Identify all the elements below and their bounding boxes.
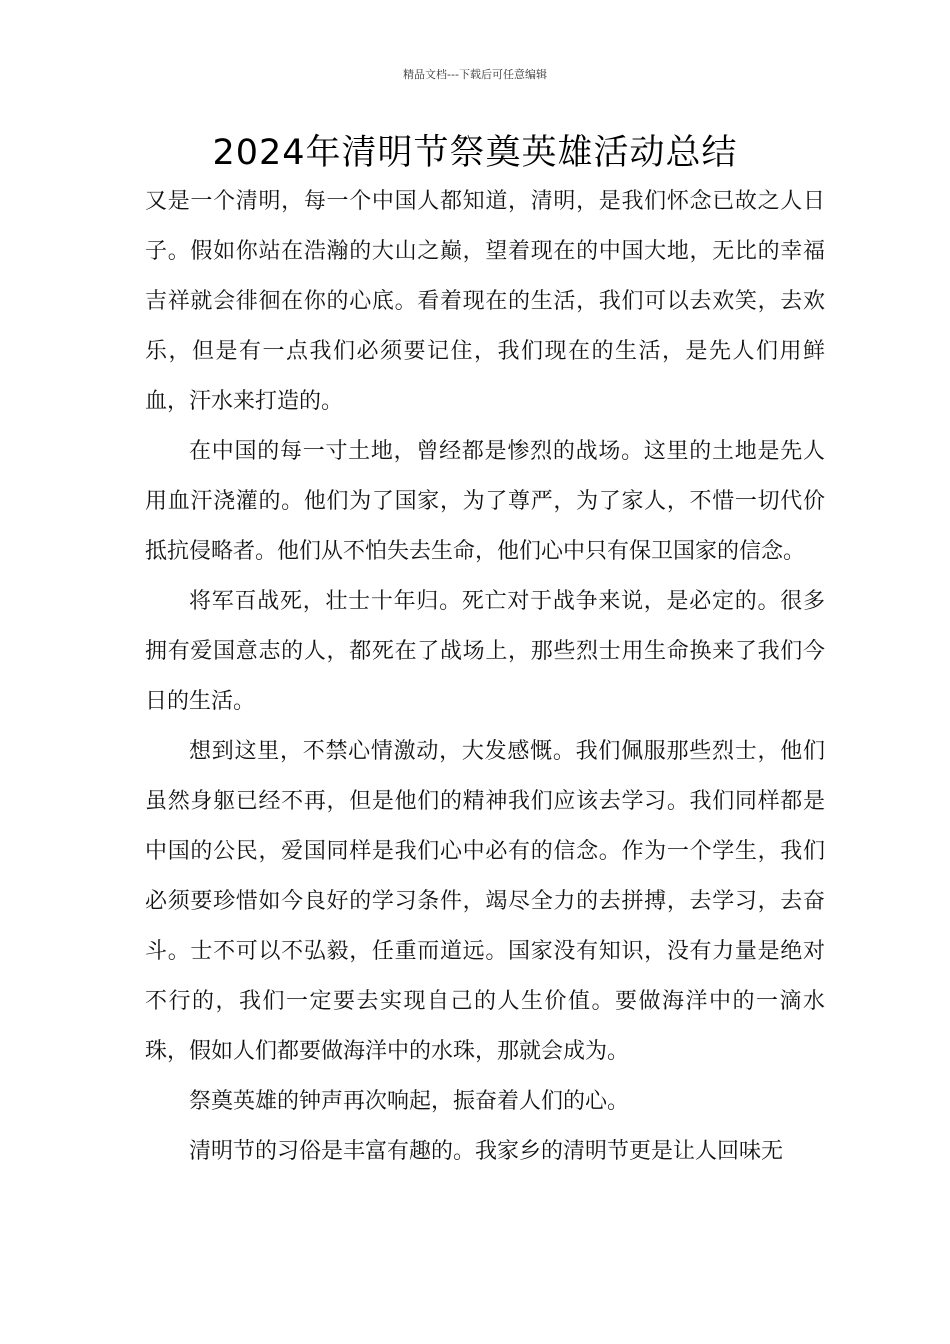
paragraph-6: 清明节的习俗是丰富有趣的。我家乡的清明节更是让人回味无 [189, 1139, 784, 1164]
document-title: 2024年清明节祭奠英雄活动总结 [212, 133, 738, 173]
paragraph-1: 又是一个清明，每一个中国人都知道，清明，是我们怀念已故之人日子。假如你站在浩瀚的大山之巅，望着现在的中国大地，无比的幸福吉祥就会徘徊在你的心底。看着现在的生活，我们可以去欢笑，去欢乐，但是有一点我们必须要记住，我们现在的生活，是先人们用鲜血，汗水来打造的。 [145, 189, 825, 414]
paragraph-3: 将军百战死，壮士十年归。死亡对于战争来说，是必定的。很多拥有爱国意志的人，都死在了战场上，那些烈士用生命换来了我们今日的生活。 [145, 589, 825, 714]
document-body [145, 177, 825, 1177]
paragraph-4: 想到这里，不禁心情激动，大发感慨。我们佩服那些烈士，他们虽然身躯已经不再，但是他们的精神我们应该去学习。我们同样都是中国的公民，爱国同样是我们心中必有的信念。作为一个学生，我们必须要珍惜如今良好的学习条件，竭尽全力的去拼搏，去学习，去奋斗。士不可以不弘毅，任重而道远。国家没有知识，没有力量是绝对不行的，我们一定要去实现自己的人生价值。要做海洋中的一滴水珠，假如人们都要做海洋中的水珠，那就会成为。 [145, 739, 825, 1064]
header-note: 精品文档---下载后可任意编辑 [403, 68, 547, 81]
paragraph-5: 祭奠英雄的钟声再次响起，振奋着人们的心。 [189, 1089, 630, 1114]
paragraph-2: 在中国的每一寸土地，曾经都是惨烈的战场。这里的土地是先人用血汗浇灌的。他们为了国家，为了尊严，为了家人，不惜一切代价抵抗侵略者。他们从不怕失去生命，他们心中只有保卫国家的信念。 [145, 439, 825, 564]
